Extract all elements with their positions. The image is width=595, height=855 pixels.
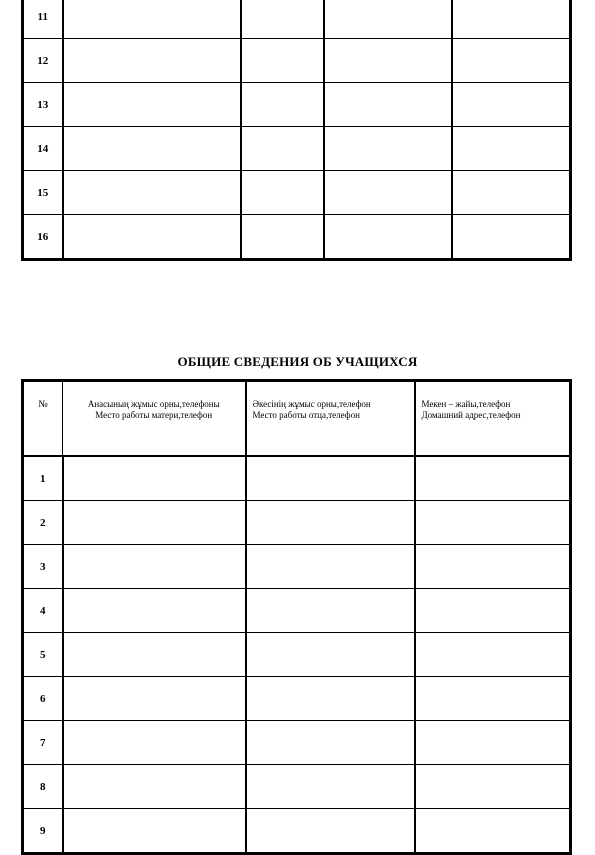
empty-cell[interactable]	[324, 39, 452, 83]
empty-cell[interactable]	[452, 215, 571, 260]
table-row	[23, 83, 571, 127]
header-mother-ru: Место работы матери,телефон	[95, 410, 213, 420]
empty-cell[interactable]	[324, 0, 452, 39]
empty-cell[interactable]	[415, 721, 571, 765]
row-number: 5	[23, 633, 63, 677]
header-father-ru: Место работы отца,телефон	[252, 410, 360, 420]
empty-cell[interactable]	[63, 633, 246, 677]
empty-cell[interactable]	[241, 39, 324, 83]
header-address-ru: Домашний адрес,телефон	[421, 410, 521, 420]
empty-cell[interactable]	[324, 127, 452, 171]
row-number: 16	[23, 215, 63, 260]
empty-cell[interactable]	[241, 0, 324, 39]
empty-cell[interactable]	[63, 545, 246, 589]
table-row	[23, 127, 571, 171]
empty-cell[interactable]	[415, 677, 571, 721]
header-father-kz: Әкесінің жұмыс орны,телефон	[252, 399, 371, 409]
table-row	[23, 456, 571, 501]
empty-cell[interactable]	[415, 633, 571, 677]
empty-cell[interactable]	[63, 39, 241, 83]
table-row	[23, 545, 571, 589]
row-number: 15	[23, 171, 63, 215]
empty-cell[interactable]	[324, 171, 452, 215]
empty-cell[interactable]	[246, 589, 415, 633]
students-table	[21, 379, 572, 855]
empty-cell[interactable]	[63, 677, 246, 721]
empty-cell[interactable]	[63, 127, 241, 171]
header-address-kz: Мекен – жайы,телефон	[421, 399, 511, 409]
row-number: 14	[23, 127, 63, 171]
empty-cell[interactable]	[63, 809, 246, 854]
header-mother-work	[63, 381, 246, 457]
table-row	[23, 633, 571, 677]
row-number: 13	[23, 83, 63, 127]
row-number: 9	[23, 809, 63, 854]
empty-cell[interactable]	[241, 83, 324, 127]
row-number: 11	[23, 0, 63, 39]
empty-cell[interactable]	[63, 171, 241, 215]
empty-cell[interactable]	[415, 501, 571, 545]
empty-cell[interactable]	[452, 0, 571, 39]
empty-cell[interactable]	[63, 456, 246, 501]
empty-cell[interactable]	[63, 721, 246, 765]
empty-cell[interactable]	[246, 633, 415, 677]
empty-cell[interactable]	[246, 809, 415, 854]
empty-cell[interactable]	[246, 545, 415, 589]
table-row	[23, 171, 571, 215]
empty-cell[interactable]	[452, 171, 571, 215]
empty-cell[interactable]	[415, 589, 571, 633]
row-number: 8	[23, 765, 63, 809]
empty-cell[interactable]	[452, 83, 571, 127]
empty-cell[interactable]	[415, 809, 571, 854]
empty-cell[interactable]	[324, 215, 452, 260]
empty-cell[interactable]	[241, 215, 324, 260]
empty-cell[interactable]	[63, 83, 241, 127]
empty-cell[interactable]	[246, 765, 415, 809]
empty-cell[interactable]	[63, 589, 246, 633]
empty-cell[interactable]	[246, 721, 415, 765]
table-row	[23, 809, 571, 854]
empty-cell[interactable]	[415, 765, 571, 809]
empty-cell[interactable]	[63, 215, 241, 260]
table-row	[23, 721, 571, 765]
row-number: 1	[23, 456, 63, 501]
table-row	[23, 501, 571, 545]
table-row	[23, 39, 571, 83]
empty-cell[interactable]	[324, 83, 452, 127]
empty-cell[interactable]	[246, 677, 415, 721]
empty-cell[interactable]	[246, 501, 415, 545]
table-row	[23, 765, 571, 809]
empty-cell[interactable]	[63, 501, 246, 545]
row-number: 12	[23, 39, 63, 83]
table-row	[23, 0, 571, 39]
header-number: №	[23, 381, 63, 457]
row-number: 6	[23, 677, 63, 721]
empty-cell[interactable]	[246, 456, 415, 501]
empty-cell[interactable]	[452, 127, 571, 171]
row-number: 7	[23, 721, 63, 765]
row-number: 4	[23, 589, 63, 633]
top-table	[21, 0, 572, 261]
table-row	[23, 589, 571, 633]
empty-cell[interactable]	[452, 39, 571, 83]
empty-cell[interactable]	[63, 765, 246, 809]
header-home-address	[415, 381, 571, 457]
header-father-work	[246, 381, 415, 457]
empty-cell[interactable]	[63, 0, 241, 39]
header-row	[23, 381, 571, 457]
row-number: 3	[23, 545, 63, 589]
header-mother-kz: Анасының жұмыс орны,телефоны	[87, 399, 220, 409]
empty-cell[interactable]	[415, 545, 571, 589]
section-title: ОБЩИЕ СВЕДЕНИЯ ОБ УЧАЩИХСЯ	[177, 354, 418, 369]
empty-cell[interactable]	[241, 127, 324, 171]
row-number: 2	[23, 501, 63, 545]
empty-cell[interactable]	[415, 456, 571, 501]
empty-cell[interactable]	[241, 171, 324, 215]
table-row	[23, 677, 571, 721]
table-row	[23, 215, 571, 260]
